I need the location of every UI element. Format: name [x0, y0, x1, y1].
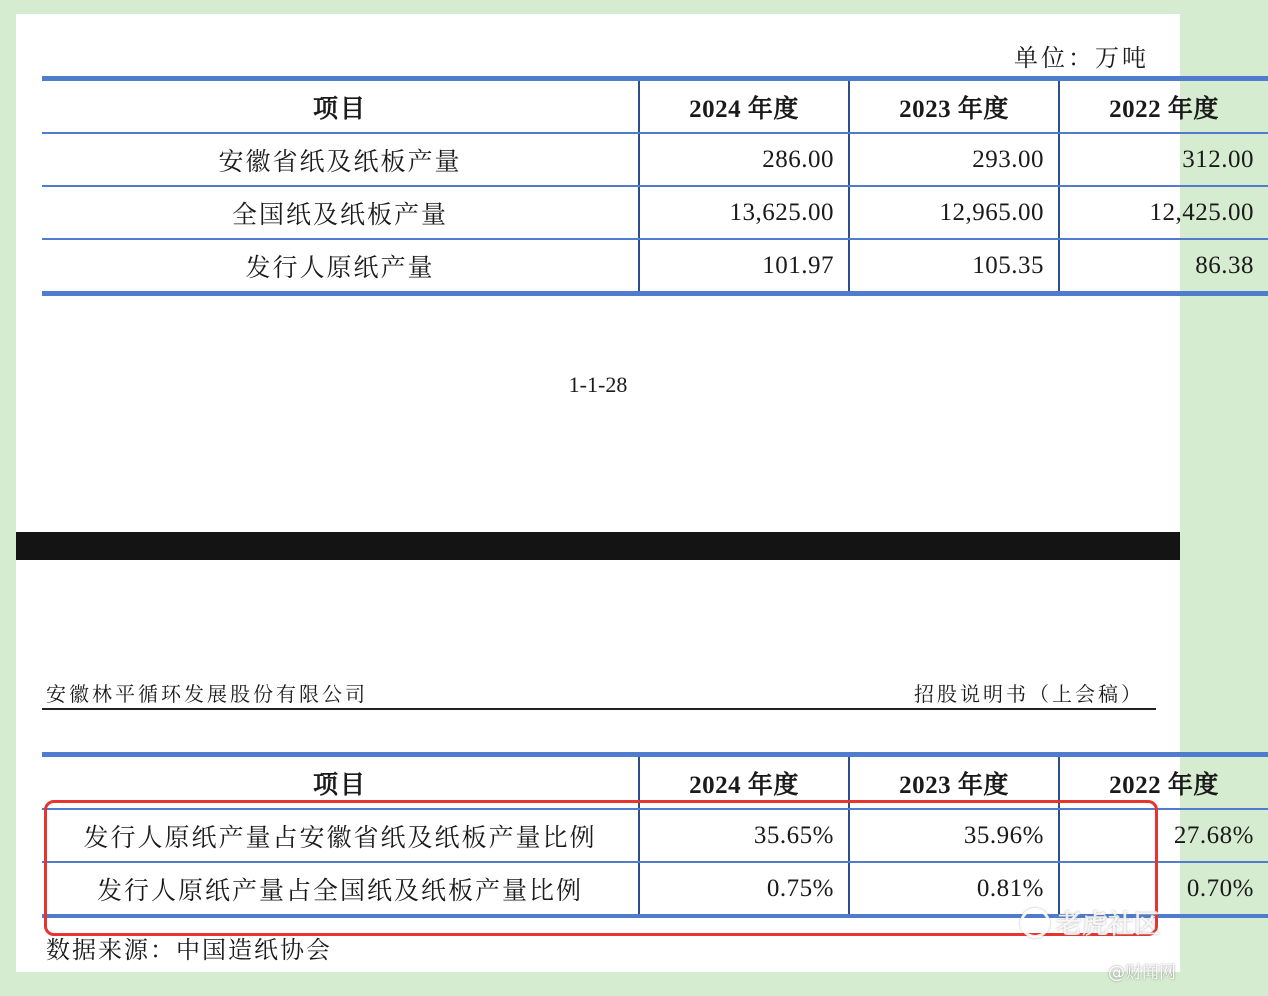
- cell-value: 35.65%: [639, 809, 849, 862]
- header-2022: 2022 年度: [1059, 755, 1268, 810]
- cell-value: 35.96%: [849, 809, 1059, 862]
- header-2024: 2024 年度: [639, 79, 849, 134]
- cell-value: 13,625.00: [639, 186, 849, 239]
- production-table: [42, 76, 1268, 296]
- row-label: 发行人原纸产量: [245, 252, 435, 282]
- row-label: 全国纸及纸板产量: [42, 186, 639, 239]
- page-number: 1-1-28: [568, 372, 628, 397]
- header-2024: 2024 年度: [639, 755, 849, 810]
- watermark-logo-icon: [1020, 908, 1050, 938]
- header-2022: 2022 年度: [1059, 79, 1268, 134]
- cell-value: 86.38: [1059, 239, 1268, 294]
- row-label: 安徽省纸及纸板产量: [42, 133, 639, 186]
- cell-value: 105.35: [849, 239, 1059, 294]
- watermark: [1020, 904, 1160, 941]
- cell-value: 312.00: [1059, 133, 1268, 186]
- cell-value: 293.00: [849, 133, 1059, 186]
- header-2023: 2023 年度: [849, 755, 1059, 810]
- document-header: [42, 674, 1156, 710]
- table-row: [42, 186, 1268, 239]
- watermark-source: @财闻网: [1108, 963, 1176, 983]
- cell-value: 0.75%: [639, 862, 849, 916]
- header-2023: 2023 年度: [849, 79, 1059, 134]
- table-row: [42, 133, 1268, 186]
- cell-value: 0.81%: [849, 862, 1059, 916]
- cell-value: 12,425.00: [1059, 186, 1268, 239]
- cell-value: 27.68%: [1059, 809, 1268, 862]
- row-label: 发行人原纸产量占全国纸及纸板产量比例: [96, 875, 583, 905]
- cell-value: 0.70%: [1059, 862, 1268, 916]
- unit-label: 单位：万吨: [1014, 44, 1149, 72]
- table-row: [42, 239, 1268, 294]
- source-note: 数据来源：中国造纸协会: [46, 936, 332, 964]
- document-type: 招股说明书（上会稿）: [914, 682, 1144, 706]
- watermark-text: 老虎社区: [1056, 910, 1161, 940]
- highlight-box: [44, 800, 1158, 936]
- row-label: 发行人原纸产量占安徽省纸及纸板产量比例: [42, 809, 639, 862]
- page-separator: [16, 532, 1180, 560]
- cell-value: 101.97: [639, 239, 849, 294]
- table-header-row: [42, 79, 1268, 134]
- cell-value: 286.00: [639, 133, 849, 186]
- company-name: 安徽林平循环发展股份有限公司: [46, 682, 368, 706]
- header-item: 项目: [42, 79, 639, 134]
- cell-value: 12,965.00: [849, 186, 1059, 239]
- header-item: 项目: [42, 755, 639, 810]
